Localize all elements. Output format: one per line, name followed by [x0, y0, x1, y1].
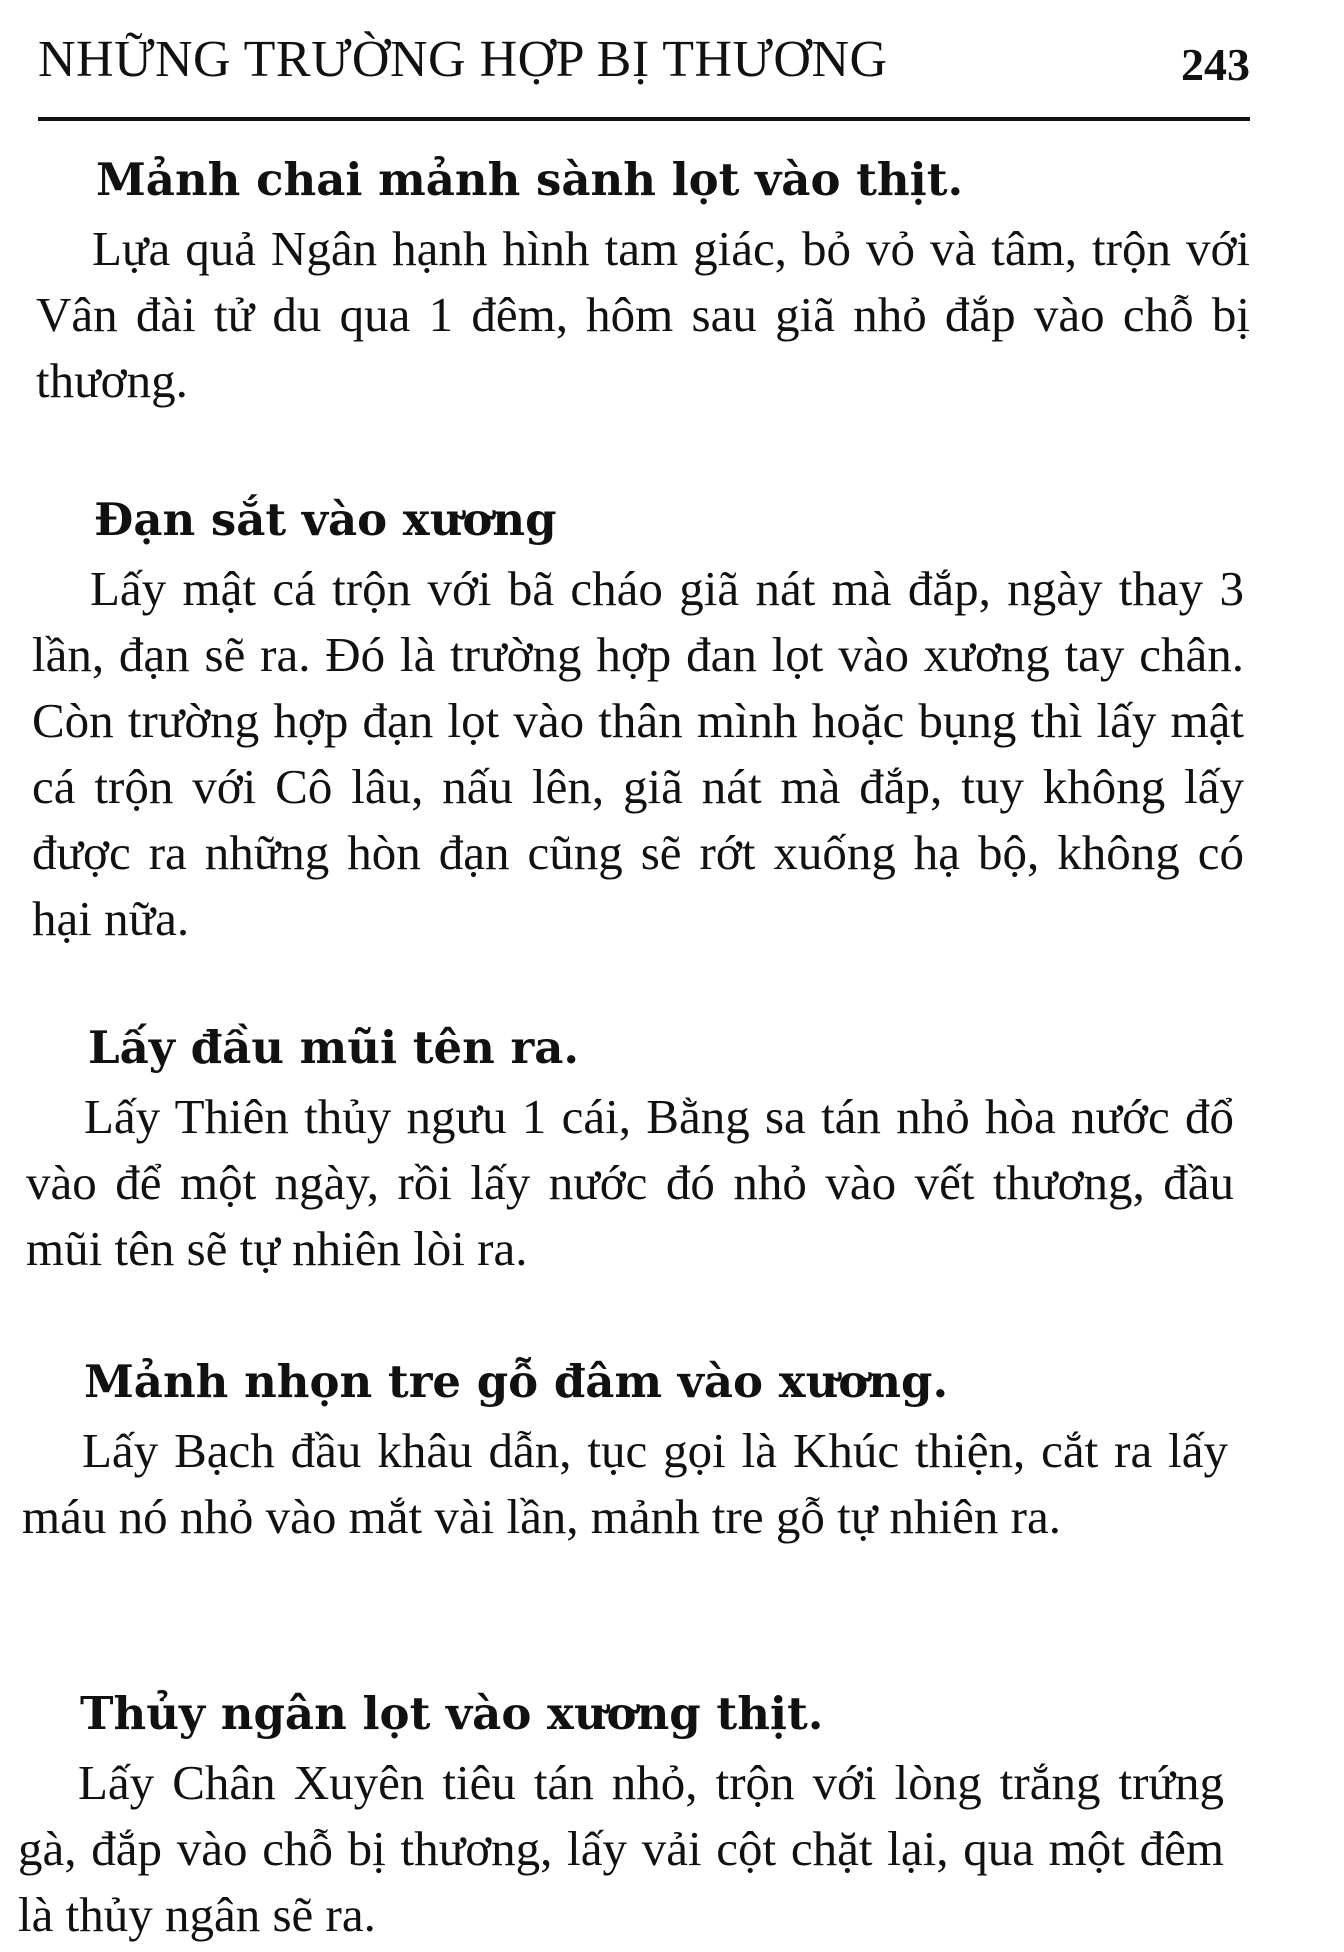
section-body: Lấy Bạch đầu khâu dẫn, tục gọi là Khúc thiện, cắt ra lấy máu nó nhỏ vào mắt vài lần, mảnh tre gỗ tự nhiên ra.	[22, 1423, 1228, 1544]
running-header	[38, 26, 1250, 96]
running-title: NHỮNG TRƯỜNG HỢP BỊ THƯƠNG	[38, 31, 888, 88]
header-rule	[38, 117, 1250, 121]
section-body: Lấy Thiên thủy ngưu 1 cái, Bằng sa tán nhỏ hòa nước đổ vào để một ngày, rồi lấy nước đó nhỏ vào vết thương, đầu mũi tên sẽ tự nhiên lòi ra.	[26, 1089, 1234, 1276]
section-heading: Mảnh chai mảnh sành lọt vào thịt.	[96, 153, 964, 206]
section-heading: Lấy đầu mũi tên ra.	[88, 1021, 580, 1074]
section-bamboo-splinter	[0, 1352, 1344, 1550]
section-iron-bullet	[0, 490, 1344, 952]
section-heading: Thủy ngân lọt vào xương thịt.	[80, 1687, 824, 1740]
page-number: 243	[1181, 39, 1250, 90]
section-arrowhead	[0, 1018, 1344, 1282]
section-mercury	[0, 1684, 1344, 1948]
section-body: Lấy Chân Xuyên tiêu tán nhỏ, trộn với lòng trắng trứng gà, đắp vào chỗ bị thương, lấy vải cột chặt lại, qua một đêm là thủy ngân sẽ ra.	[18, 1755, 1224, 1942]
section-heading: Đạn sắt vào xương	[94, 493, 557, 546]
section-glass-shards	[0, 150, 1344, 414]
section-heading: Mảnh nhọn tre gỗ đâm vào xương.	[84, 1355, 949, 1408]
section-body: Lựa quả Ngân hạnh hình tam giác, bỏ vỏ và tâm, trộn với Vân đài tử du qua 1 đêm, hôm sau giã nhỏ đắp vào chỗ bị thương.	[36, 221, 1250, 408]
section-body: Lấy mật cá trộn với bã cháo giã nát mà đắp, ngày thay 3 lần, đạn sẽ ra. Đó là trường hợp đan lọt vào xương tay chân. Còn trường hợp đạn lọt vào thân mình hoặc bụng thì lấy mật cá trộn với Cô lâu, nấu lên, giã nát mà đắp, tuy không lấy được ra những hòn đạn cũng sẽ rớt xuống hạ bộ, không có hại nữa.	[32, 561, 1244, 946]
